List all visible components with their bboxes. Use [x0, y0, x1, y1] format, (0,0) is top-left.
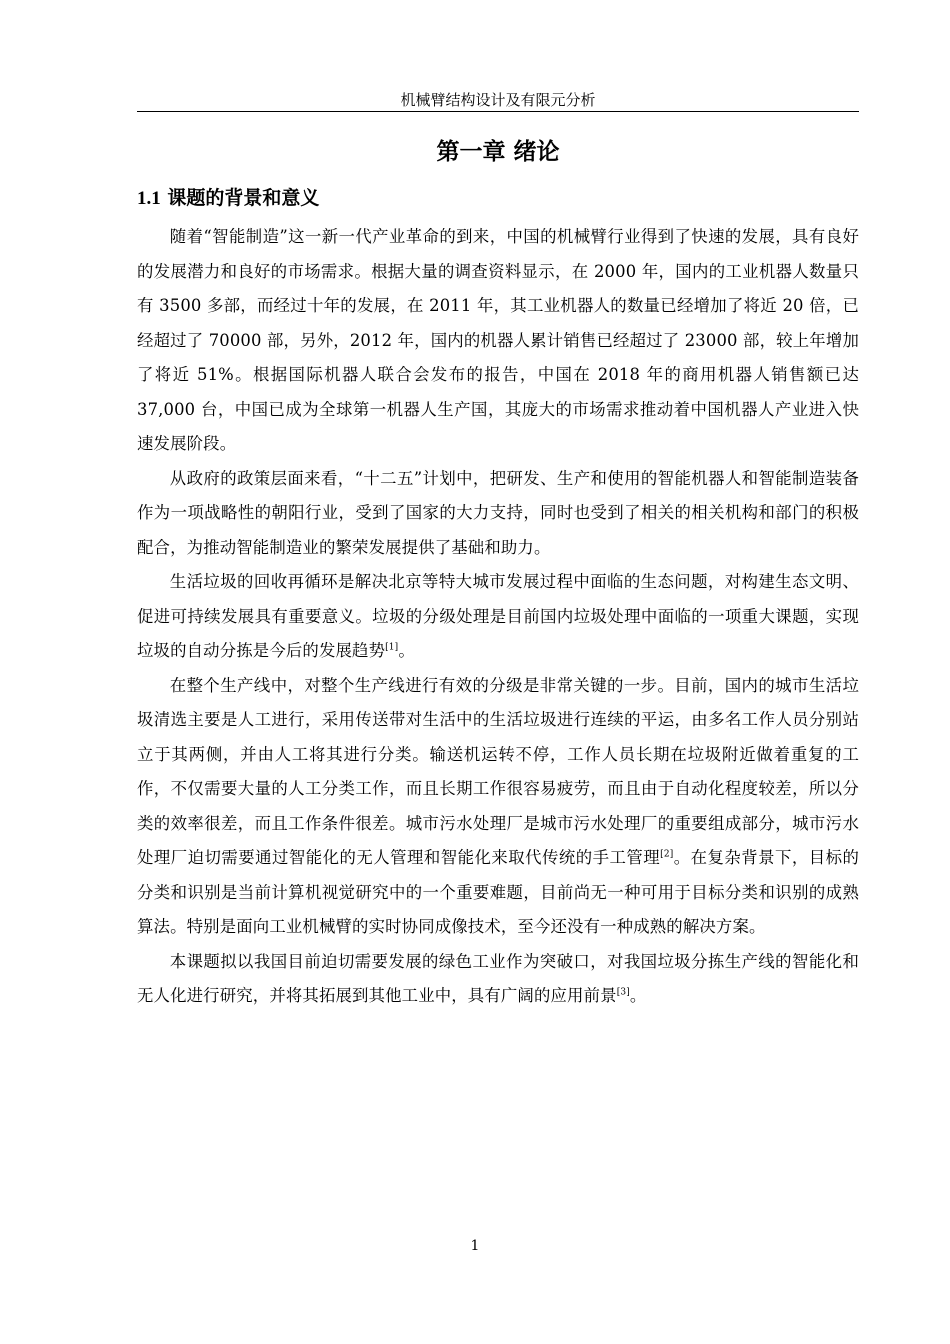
paragraph-tail: 。 — [629, 986, 647, 1005]
chapter-title: 第一章 绪论 — [436, 139, 560, 165]
section-number: 1.1 — [137, 188, 161, 209]
running-header: 机械臂结构设计及有限元分析 — [400, 91, 596, 109]
paragraph-text: 随着“智能制造”这一新一代产业革命的到来，中国的机械臂行业得到了快速的发展，具有良好的发展潜力和良好的市场需求。根据大量的调查资料显示，在 2000 年，国内的工业机器人数量只有 3500 多部，而经过十年的发展，在 2011 年，其工业机器人的数量已经增加了将近 20 倍，已经超过了 70000 部，另外，2012 年，国内的机器人累计销售已经超过了 23000 部，较上年增加了将近 51%。根据国际机器人联合会发布的报告，中国在 2018 年的商用机器人销售额已达 37,000 台，中国已成为全球第一机器人生产国，其庞大的市场需求推动着中国机器人产业进入快速发展阶段。 — [137, 227, 859, 453]
paragraph-tail: 。在复杂背景下，目标的分类和识别是当前计算机视觉研究中的一个重要难题，目前尚无一种可用于目标分类和识别的成熟算法。特别是面向工业机械臂的实时协同成像技术，至今还没有一种成熟的解决方案。 — [137, 848, 859, 936]
paragraph-text: 在整个生产线中，对整个生产线进行有效的分级是非常关键的一步。目前，国内的城市生活垃圾清选主要是人工进行，采用传送带对生活中的生活垃圾进行连续的平运，由多名工作人员分别站立于其两侧，并由人工将其进行分类。输送机运转不停，工作人员长期在垃圾附近做着重复的工作，不仅需要大量的人工分类工作，而且长期工作很容易疲劳，而且由于自动化程度较差，所以分类的效率很差，而且工作条件很差。城市污水处理厂是城市污水处理厂的重要组成部分，城市污水处理厂迫切需要通过智能化的无人管理和智能化来取代传统的手工管理 — [137, 675, 859, 867]
paragraph-3 — [137, 565, 859, 669]
page-number: 1 — [470, 1238, 480, 1254]
paragraph-4 — [137, 669, 859, 945]
citation-ref-3: [3] — [616, 987, 630, 998]
paragraph-5 — [137, 945, 859, 1014]
paragraph-text: 本课题拟以我国目前迫切需要发展的绿色工业作为突破口，对我国垃圾分拣生产线的智能化和无人化进行研究，并将其拓展到其他工业中，具有广阔的应用前景 — [137, 951, 859, 1005]
citation-ref-1: [1] — [385, 642, 399, 653]
section-heading — [137, 183, 319, 214]
citation-ref-2: [2] — [660, 849, 674, 860]
body-text — [137, 220, 859, 1014]
section-title-text: 课题的背景和意义 — [160, 187, 320, 209]
paragraph-text: 从政府的政策层面来看，“十二五”计划中，把研发、生产和使用的智能机器人和智能制造装备作为一项战略性的朝阳行业，受到了国家的大力支持，同时也受到了相关的相关机构和部门的积极配合，为推动智能制造业的繁荣发展提供了基础和助力。 — [137, 468, 859, 557]
paragraph-2 — [137, 462, 859, 566]
header-rule — [137, 111, 859, 112]
paragraph-tail: 。 — [398, 641, 415, 660]
paragraph-1 — [137, 220, 859, 462]
paragraph-text: 生活垃圾的回收再循环是解决北京等特大城市发展过程中面临的生态问题，对构建生态文明、促进可持续发展具有重要意义。垃圾的分级处理是目前国内垃圾处理中面临的一项重大课题，实现垃圾的自动分拣是今后的发展趋势 — [137, 572, 859, 660]
